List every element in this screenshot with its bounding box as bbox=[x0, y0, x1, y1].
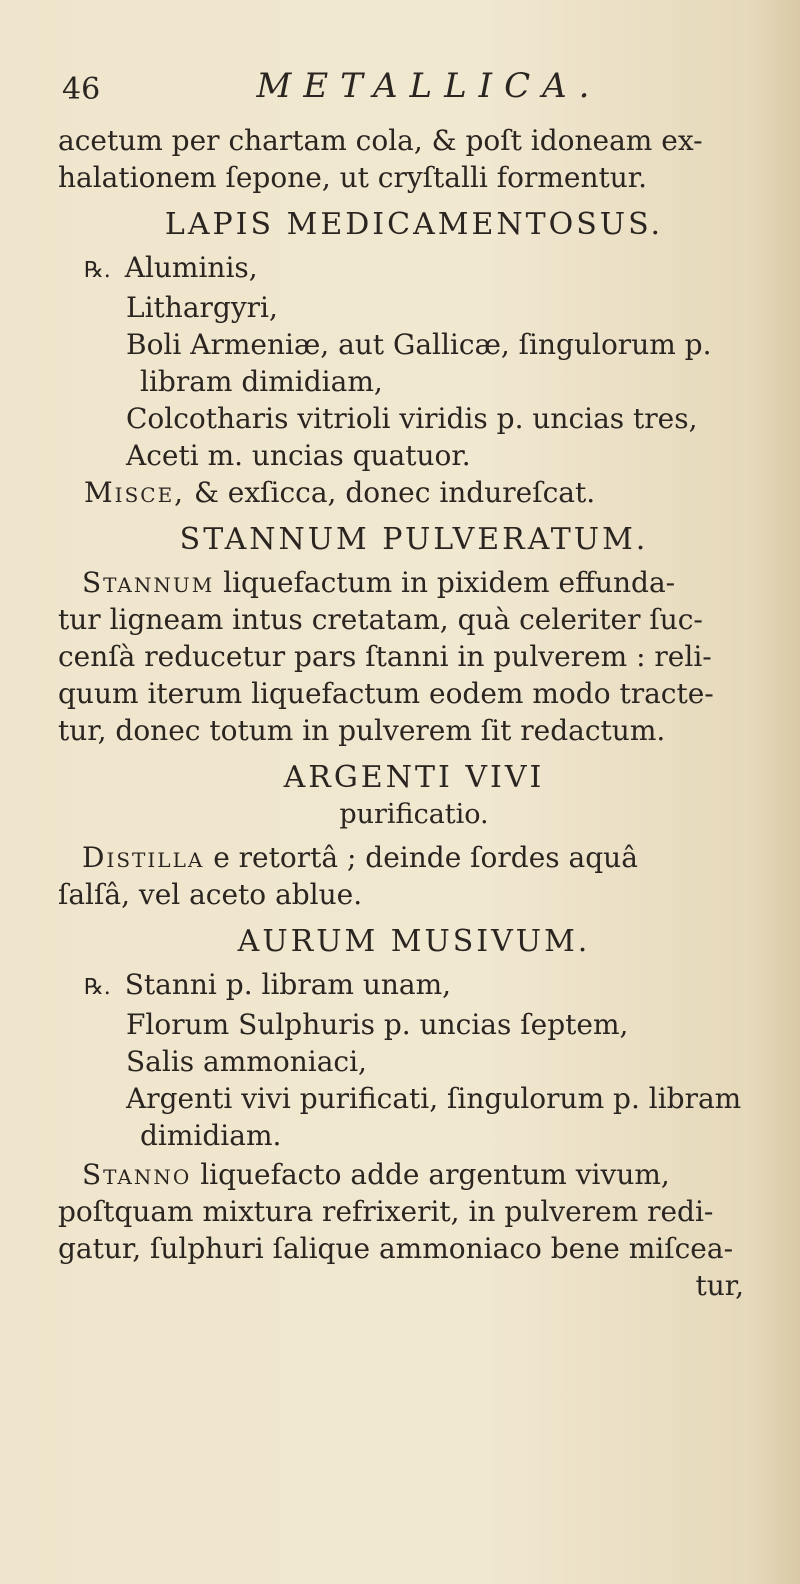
text-line: tur, donec totum in pulverem ſit redactum. bbox=[58, 714, 666, 747]
section-heading-aurum: AURUM MUSIVUM. bbox=[237, 924, 591, 959]
recipe-item bbox=[58, 249, 770, 289]
text-line: poſtquam mixtura refrixerit, in pulverem redi- bbox=[58, 1195, 714, 1228]
text-line: cenſà reducetur pars ſtanni in pulverem : reli- bbox=[58, 640, 712, 673]
direction-text: & exſicca, donec indureſcat. bbox=[193, 476, 596, 509]
running-head: METALLICA. bbox=[256, 66, 602, 106]
section-subheading: purificatio. bbox=[339, 799, 489, 830]
text-line-rest: liquefacto adde argentum vivum, bbox=[200, 1158, 670, 1191]
recipe-item: Salis ammoniaci, bbox=[126, 1045, 367, 1078]
text-line: acetum per chartam cola, & poſt idoneam ex- bbox=[58, 124, 703, 157]
section-heading-lapis: LAPIS MEDICAMENTOSUS. bbox=[164, 207, 664, 242]
recipe-symbol: ℞. bbox=[84, 975, 111, 1000]
recipe-item: dimidiam. bbox=[140, 1119, 282, 1152]
text-line: gatur, ſulphuri ſalique ammoniaco bene miſcea- bbox=[58, 1232, 734, 1265]
paragraph-lead: Distilla bbox=[82, 841, 205, 874]
text-line bbox=[58, 564, 770, 601]
recipe-item-text: Aluminis, bbox=[124, 251, 258, 284]
recipe-item bbox=[58, 966, 770, 1006]
recipe-item-text: Stanni p. libram unam, bbox=[124, 968, 452, 1001]
recipe-list-lapis bbox=[58, 249, 770, 511]
section-heading-argenti: ARGENTI VIVI bbox=[283, 760, 545, 795]
text-line: ſalſâ, vel aceto ablue. bbox=[58, 878, 363, 911]
paragraph-lead: Stanno bbox=[82, 1158, 192, 1191]
recipe-item: libram dimidiam, bbox=[140, 365, 383, 398]
section-heading-stannum: STANNUM PULVERATUM. bbox=[179, 522, 649, 557]
recipe-list-aurum bbox=[58, 966, 770, 1154]
text-line: halationem ſepone, ut cryſtalli formentur. bbox=[58, 161, 648, 194]
catchword: tur, bbox=[695, 1269, 744, 1302]
text-line bbox=[58, 1156, 770, 1193]
text-line bbox=[58, 839, 770, 876]
recipe-item: Aceti m. uncias quatuor. bbox=[126, 439, 471, 472]
stannum-paragraph bbox=[58, 564, 770, 749]
intro-paragraph bbox=[58, 122, 770, 196]
recipe-direction bbox=[58, 474, 770, 511]
aurum-paragraph bbox=[58, 1156, 770, 1267]
recipe-item: Colcotharis vitrioli viridis p. uncias tres, bbox=[126, 402, 698, 435]
text-line: tur ligneam intus cretatam, quà celeriter ſuc- bbox=[58, 603, 703, 636]
recipe-item: Florum Sulphuris p. uncias ſeptem, bbox=[126, 1008, 629, 1041]
direction-lead: Misce, bbox=[84, 476, 186, 509]
recipe-item: Argenti vivi purificati, ſingulorum p. libram bbox=[126, 1082, 742, 1115]
recipe-symbol: ℞. bbox=[84, 258, 111, 283]
paragraph-lead: Stannum bbox=[82, 566, 215, 599]
text-line-rest: liquefactum in pixidem effunda- bbox=[223, 566, 676, 599]
page-body bbox=[58, 122, 770, 1304]
page-number: 46 bbox=[62, 72, 101, 107]
page-header bbox=[58, 58, 770, 122]
recipe-item: Boli Armeniæ, aut Gallicæ, ſingulorum p. bbox=[126, 328, 712, 361]
argenti-paragraph bbox=[58, 839, 770, 913]
text-line: quum iterum liquefactum eodem modo tracte- bbox=[58, 677, 714, 710]
text-line-rest: e retortâ ; deinde ſordes aquâ bbox=[213, 841, 638, 874]
recipe-item: Lithargyri, bbox=[126, 291, 278, 324]
